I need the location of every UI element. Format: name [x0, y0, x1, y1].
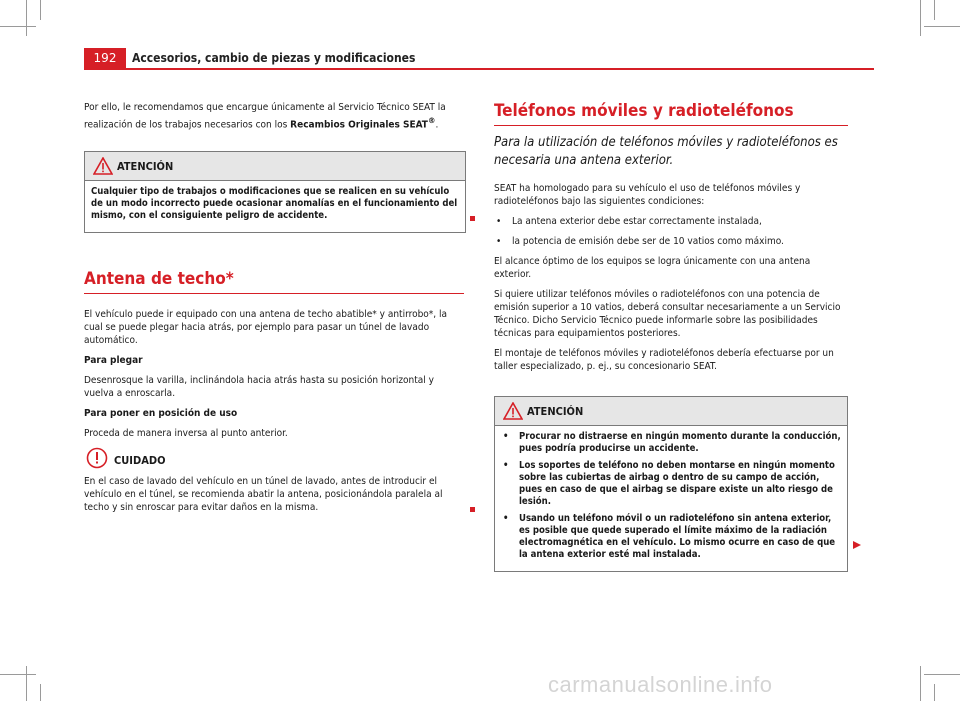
warning-box	[84, 151, 466, 233]
warning-text: Cualquier tipo de trabajos o modificaciones que se realicen en su vehículo de un modo incorrecto puede ocasionar anomalías en el funcionamiento del mismo, con el consiguiente peligro de accidente.	[91, 186, 458, 221]
header-rule	[84, 68, 874, 70]
warning-triangle-icon	[503, 402, 523, 420]
crop-mark	[924, 674, 960, 675]
crop-mark	[0, 674, 36, 675]
warning-label: ATENCIÓN	[527, 405, 584, 418]
crop-mark	[924, 26, 960, 27]
crop-mark	[40, 0, 41, 20]
crop-mark	[40, 684, 41, 701]
left-column	[84, 101, 464, 138]
phones-paragraph-4: El montaje de teléfonos móviles y radioteléfonos debería efectuarse por un taller especializado, p. ej., su concesionario SEAT.	[494, 348, 834, 372]
page-header	[84, 48, 874, 69]
right-column	[494, 100, 848, 380]
crop-mark	[920, 0, 921, 36]
warning-label: ATENCIÓN	[117, 160, 174, 173]
warning-header	[85, 152, 465, 181]
warning-item: • Los soportes de teléfono no deben montarse en ningún momento sobre las cubiertas de airbag o dentro de su campo de acción, pues en caso de que el airbag se dispare existe un alto riesgo de lesión.	[501, 460, 841, 508]
crop-mark	[0, 26, 36, 27]
caution-text: En el caso de lavado del vehículo en un túnel de lavado, antes de introducir el vehículo en el túnel, se recomienda abatir la antena, posicionándola paralela al techo y sin enroscar para evitar daños en la misma.	[84, 476, 443, 513]
continue-arrow-icon	[852, 540, 862, 550]
intro-paragraph: Por ello, le recomendamos que encargue únicamente al Servicio Técnico SEAT la realización de los trabajos necesarios con los Recambios Originales SEAT®.	[84, 102, 446, 131]
condition-item: • La antena exterior debe estar correctamente instalada,	[494, 215, 848, 228]
fold-text: Desenrosque la varilla, inclinándola hacia atrás hasta su posición horizontal y vuelva a enroscarla.	[84, 375, 434, 399]
section-end-marker	[470, 507, 475, 512]
page-number: 192	[84, 48, 126, 69]
crop-mark	[26, 666, 27, 701]
crop-mark	[920, 666, 921, 701]
crop-mark	[934, 684, 935, 701]
lead-paragraph: Para la utilización de teléfonos móviles y radioteléfonos es necesaria una antena exterior.	[494, 135, 838, 168]
warning-item: • Procurar no distraerse en ningún momento durante la conducción, pues podría producirse un accidente.	[501, 431, 841, 455]
crop-mark	[934, 0, 935, 20]
warning-header	[495, 397, 847, 426]
warning-triangle-icon	[93, 157, 113, 175]
warning-box-phones	[494, 396, 848, 572]
section-title-phones: Teléfonos móviles y radioteléfonos	[494, 101, 794, 121]
watermark: carmanualsonline.info	[548, 672, 773, 697]
use-text: Proceda de manera inversa al punto anterior.	[84, 428, 288, 439]
fold-heading: Para plegar	[84, 355, 143, 366]
phones-paragraph-3: Si quiere utilizar teléfonos móviles o radioteléfonos con una potencia de emisión superior a 10 vatios, deberá consultar necesariamente a un Servicio Técnico. Dicho Servicio Técnico puede informarle sobre las posibilidades técnicas para equipamientos posteriores.	[494, 289, 841, 339]
original-parts-term: Recambios Originales SEAT	[290, 119, 428, 131]
caution-label: CUIDADO	[114, 454, 166, 467]
section-title-antenna: Antena de techo*	[84, 269, 234, 289]
use-heading: Para poner en posición de uso	[84, 408, 238, 419]
condition-item: • la potencia de emisión debe ser de 10 vatios como máximo.	[494, 235, 848, 248]
chapter-title: Accesorios, cambio de piezas y modificaciones	[132, 51, 416, 65]
warning-text	[495, 426, 847, 571]
phones-paragraph-2: El alcance óptimo de los equipos se logra únicamente con una antena exterior.	[494, 256, 811, 280]
antenna-paragraph: El vehículo puede ir equipado con una antena de techo abatible* y antirrobo*, la cual se puede plegar hacia atrás, por ejemplo para pasar un túnel de lavado automático.	[84, 309, 448, 346]
phones-paragraph-1: SEAT ha homologado para su vehículo el uso de teléfonos móviles y radioteléfonos bajo las siguientes condiciones:	[494, 183, 801, 207]
caution-exclamation-icon	[86, 447, 108, 469]
warning-item: • Usando un teléfono móvil o un radioteléfono sin antena exterior, es posible que quede superado el límite máximo de la radiación electromagnética en el vehículo. Lo mismo ocurre en caso de que la antena exterior esté mal instalada.	[501, 513, 841, 561]
section-end-marker	[470, 216, 475, 221]
caution-header	[84, 447, 464, 469]
crop-mark	[26, 0, 27, 36]
antenna-section	[84, 268, 464, 521]
